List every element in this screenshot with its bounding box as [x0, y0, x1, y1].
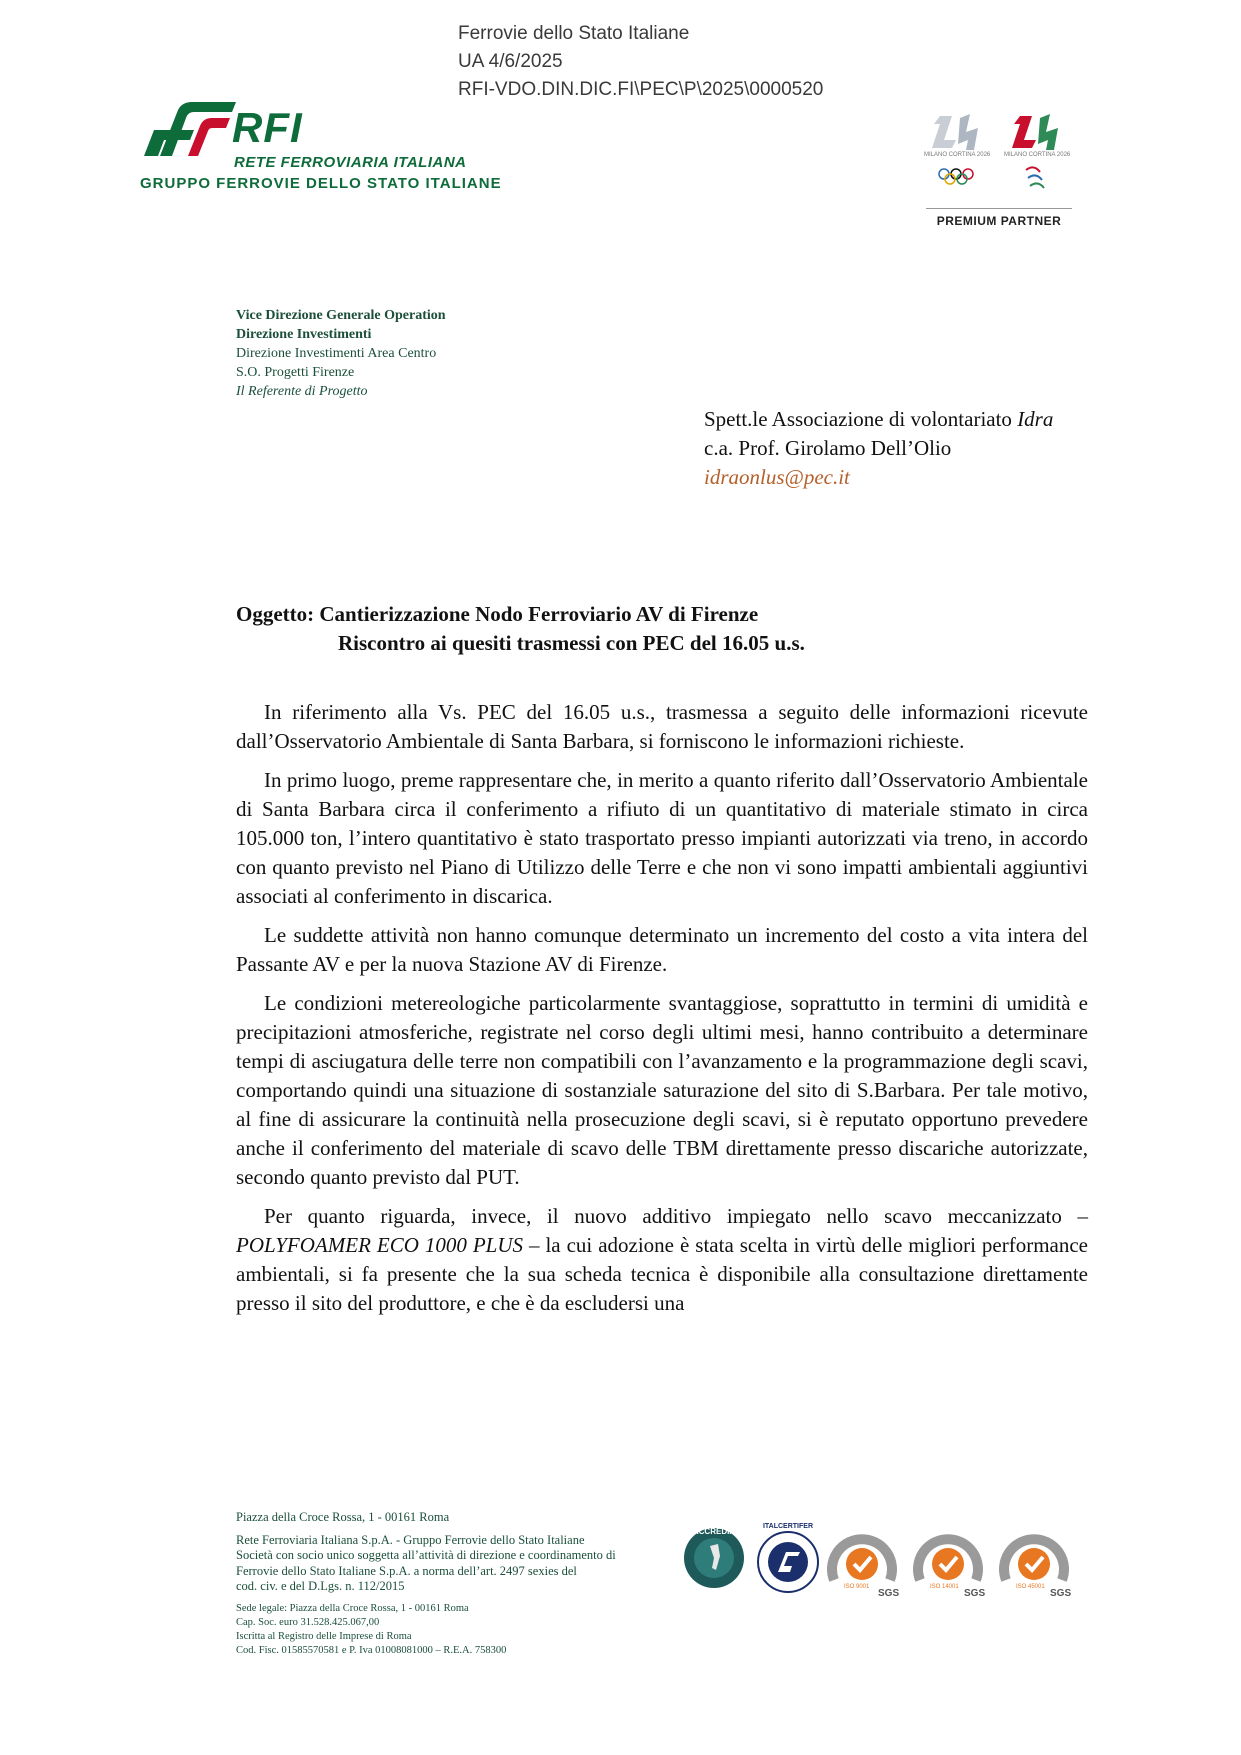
footer-legal-line-1: Sede legale: Piazza della Croce Rossa, 1 - 00161 Roma [236, 1602, 469, 1614]
subject-block [236, 600, 805, 658]
body-paragraph-4: Le condizioni metereologiche particolarmente svantaggiose, soprattutto in termini di umidità e precipitazioni atmosferiche, registrate nel corso degli ultimi mesi, hanno contribuito a determinare tempi di asciugatura delle terre non compatibili con l’avanzamento e la programmazione degli scavi, comportando quindi una situazione di sostanziale saturazione del sito di S.Barbara. Per tale motivo, al fine di assicurare la continuità nella prosecuzione degli scavi, si è reputato opportuno prevedere anche il conferimento del materiale di scavo delle TBM direttamente presso discariche autorizzate, secondo quanto previsto dal PUT. [236, 991, 1088, 1189]
recipient-email-link[interactable]: idraonlus@pec.it [704, 465, 850, 489]
sgs-2-label: SGS [964, 1588, 986, 1599]
footer-company-line-3: Ferrovie dello Stato Italiane S.p.A. a norma dell’art. 2497 sexies del [236, 1563, 577, 1578]
subject-line-1: Oggetto: Cantierizzazione Nodo Ferroviario AV di Firenze [236, 602, 759, 626]
sender-block [236, 306, 446, 401]
letter-body [236, 698, 1088, 1328]
fs-logo-icon [138, 96, 238, 166]
accredia-text: ACCREDIA [692, 1527, 736, 1536]
footer-company-line-1: Rete Ferroviaria Italiana S.p.A. - Gruppo Ferrovie dello Stato Italiane [236, 1532, 585, 1547]
footer-address: Piazza della Croce Rossa, 1 - 00161 Roma [236, 1510, 450, 1524]
body-paragraph-5-start: Per quanto riguarda, invece, il nuovo additivo impiegato nello scavo meccanizzato – [264, 1204, 1088, 1228]
footer-legal-line-4: Cod. Fisc. 01585570581 e P. Iva 01008081000 – R.E.A. 758300 [236, 1644, 507, 1656]
rfi-subtitle: RETE FERROVIARIA ITALIANA [234, 154, 467, 171]
recipient-block [704, 405, 1053, 492]
body-paragraph-5 [236, 1202, 1088, 1318]
sender-line-3: Direzione Investimenti Area Centro [236, 346, 437, 361]
footer-company-info [236, 1510, 616, 1658]
footer-company-line-4: cod. civ. e del D.Lgs. n. 112/2015 [236, 1579, 405, 1593]
additive-name: POLYFOAMER ECO 1000 PLUS [236, 1233, 523, 1257]
sender-line-5: Il Referente di Progetto [236, 384, 368, 399]
footer-company-line-2: Società con socio unico soggetta all’attività di direzione e coordinamento di [236, 1548, 616, 1562]
sgs-iso-14001-logo-icon [918, 1539, 985, 1599]
body-paragraph-3: Le suddette attività non hanno comunque determinato un incremento del costo a vita intera del Passante AV e per la nuova Stazione AV di Firenze. [236, 923, 1088, 976]
stamp-protocol-number: RFI-VDO.DIN.DIC.FI\PEC\P\2025\0000520 [458, 79, 824, 100]
subject-line-2: Riscontro ai quesiti trasmessi con PEC del 16.05 u.s. [338, 631, 805, 655]
premium-partner-label: PREMIUM PARTNER [936, 214, 1062, 228]
body-paragraph-5-end: – la cui adozione è stata scelta in virtù delle migliori performance ambientali, si fa presente che la sua scheda tecnica è disponibile alla consultazione direttamente presso il sito del produttore, e che è da escludersi una [236, 1233, 1088, 1315]
partner-divider [926, 208, 1072, 209]
stamp-organization: Ferrovie dello Stato Italiane [458, 23, 690, 44]
accredia-logo-icon [684, 1527, 744, 1588]
footer-legal-line-2: Cap. Soc. euro 31.528.425.067,00 [236, 1616, 380, 1628]
sgs-1-label: SGS [878, 1588, 900, 1599]
protocol-stamp [458, 20, 823, 104]
recipient-association-name: Idra [1017, 407, 1054, 431]
sgs-3-label: SGS [1050, 1588, 1072, 1599]
sgs-iso-9001-logo-icon [832, 1539, 899, 1599]
sgs-1-iso: ISO 9001 [844, 1584, 870, 1590]
sgs-iso-45001-logo-icon [1004, 1539, 1071, 1599]
milano-cortina-right-text: MILANO CORTINA 2026 [1004, 152, 1071, 158]
sender-line-4: S.O. Progetti Firenze [236, 365, 355, 380]
sender-line-1: Vice Direzione Generale Operation [236, 308, 446, 323]
certification-logos [682, 1510, 1092, 1600]
sgs-2-iso: ISO 14001 [930, 1584, 959, 1590]
rfi-brand-text: RFI [232, 104, 303, 151]
italcertifer-logo-icon [758, 1523, 818, 1592]
recipient-prefix: Spett.le Associazione di volontariato [704, 407, 1018, 431]
italcertifer-text: ITALCERTIFER [762, 1523, 814, 1530]
recipient-line-1 [704, 405, 1053, 434]
rfi-group-name: GRUPPO FERROVIE DELLO STATO ITALIANE [140, 175, 502, 192]
olympics-partner-badge [918, 112, 1080, 232]
body-paragraph-2: In primo luogo, preme rappresentare che, in merito a quanto riferito dall’Osservatorio Ambientale di Santa Barbara circa il conferimento a rifiuto di un quantitativo di materiale stimato in circa 105.000 ton, l’intero quantitativo è stato trasportato presso impianti autorizzati via treno, in accordo con quanto previsto nel Piano di Utilizzo delle Terre e che non vi sono impatti ambientali aggiuntivi associati al conferimento in discarica. [236, 768, 1088, 908]
sgs-3-iso: ISO 45001 [1016, 1584, 1045, 1590]
body-paragraph-1: In riferimento alla Vs. PEC del 16.05 u.s., trasmessa a seguito delle informazioni ricevute dall’Osservatorio Ambientale di Santa Barbara, si forniscono le informazioni richieste. [236, 700, 1088, 753]
recipient-line-2: c.a. Prof. Girolamo Dell’Olio [704, 436, 952, 460]
rfi-logo [138, 96, 518, 196]
milano-cortina-left-text: MILANO CORTINA 2026 [924, 152, 991, 158]
sender-line-2: Direzione Investimenti [236, 327, 372, 342]
stamp-date: UA 4/6/2025 [458, 51, 563, 72]
footer-legal-line-3: Iscritta al Registro delle Imprese di Roma [236, 1630, 412, 1642]
